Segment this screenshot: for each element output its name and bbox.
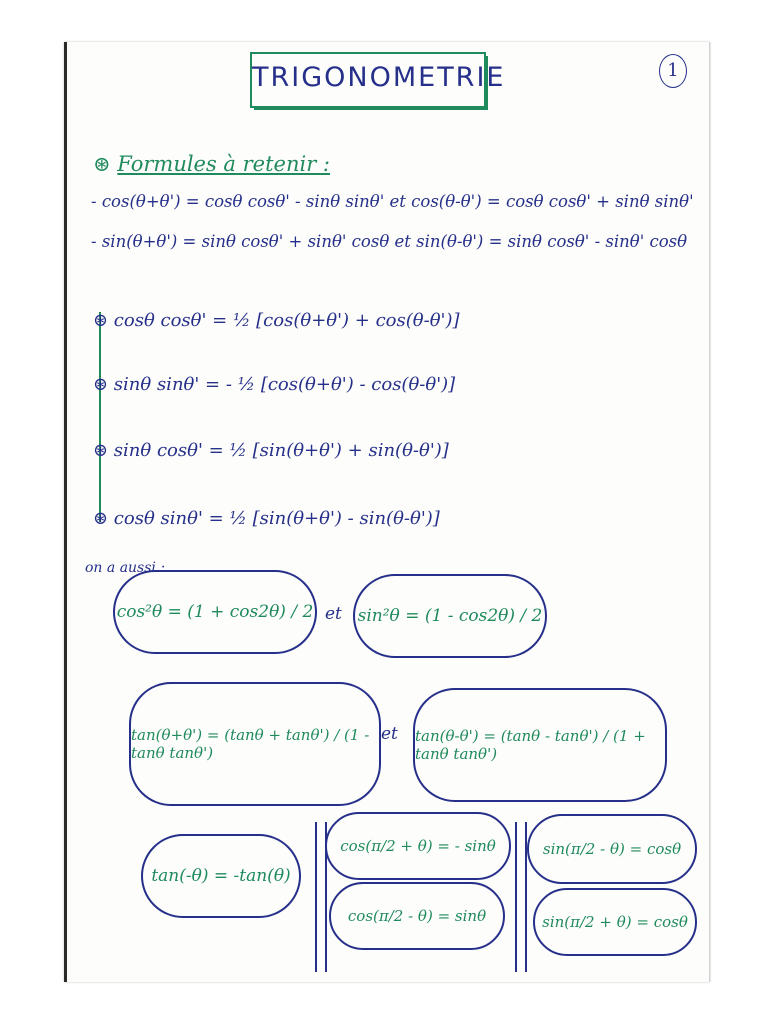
notebook-page <box>64 42 710 982</box>
formula-product-sin-sin: ⊛ sinθ sinθ' = - ½ [cos(θ+θ') - cos(θ-θ')] <box>93 374 456 395</box>
formula-sin-sum: - sin(θ+θ') = sinθ cosθ' + sinθ' cosθ et sin(θ-θ') = sinθ cosθ' - sinθ' cosθ <box>91 232 688 251</box>
formula-tan-neg: tan(-θ) = -tan(θ) <box>151 866 291 886</box>
section-heading <box>93 152 330 176</box>
formula-sin-pi2-plus: sin(π/2 + θ) = cosθ <box>542 913 688 931</box>
and-label-squares: et <box>325 604 342 624</box>
section-label: Formules à retenir : <box>117 152 330 176</box>
margin-bracket-line <box>99 312 101 522</box>
formula-cos-pi2-minus: cos(π/2 - θ) = sinθ <box>347 907 487 925</box>
double-bar-right <box>515 822 527 972</box>
and-label-tangents: et <box>381 724 398 744</box>
cloud-cos-pi2-plus <box>325 812 511 880</box>
cloud-cos-square <box>113 570 317 654</box>
formula-product-sin-cos: ⊛ sinθ cosθ' = ½ [sin(θ+θ') + sin(θ-θ')] <box>93 440 449 461</box>
title-box <box>250 52 506 108</box>
cloud-tan-neg <box>141 834 301 918</box>
formula-product-cos-sin: ⊛ cosθ sinθ' = ½ [sin(θ+θ') - sin(θ-θ')] <box>93 508 440 529</box>
formula-sin-square: sin²θ = (1 - cos2θ) / 2 <box>357 606 543 626</box>
formula-sin-pi2-minus: sin(π/2 - θ) = cosθ <box>542 840 682 858</box>
cloud-tan-sum <box>129 682 381 806</box>
cloud-sin-pi2-plus <box>533 888 697 956</box>
formula-tan-sum: tan(θ+θ') = (tanθ + tanθ') / (1 - tanθ tanθ') <box>131 726 370 762</box>
cloud-cos-pi2-minus <box>329 882 505 950</box>
page-title: TRIGONOMETRIE <box>252 62 506 93</box>
on-a-aussi-label: on a aussi : <box>85 560 166 576</box>
cloud-sin-square <box>353 574 547 658</box>
formula-tan-diff: tan(θ-θ') = (tanθ - tanθ') / (1 + tanθ tanθ') <box>415 727 646 763</box>
formula-cos-pi2-plus: cos(π/2 + θ) = - sinθ <box>340 837 496 855</box>
formula-product-cos-cos: ⊛ cosθ cosθ' = ½ [cos(θ+θ') + cos(θ-θ')] <box>93 310 460 331</box>
section-bullet-icon: ⊛ <box>93 152 111 176</box>
formula-cos-square: cos²θ = (1 + cos2θ) / 2 <box>116 602 314 622</box>
page-number: 1 <box>659 54 687 88</box>
formula-cos-sum: - cos(θ+θ') = cosθ cosθ' - sinθ sinθ' et cos(θ-θ') = cosθ cosθ' + sinθ sinθ' <box>91 192 694 211</box>
cloud-tan-diff <box>413 688 667 802</box>
cloud-sin-pi2-minus <box>527 814 697 884</box>
